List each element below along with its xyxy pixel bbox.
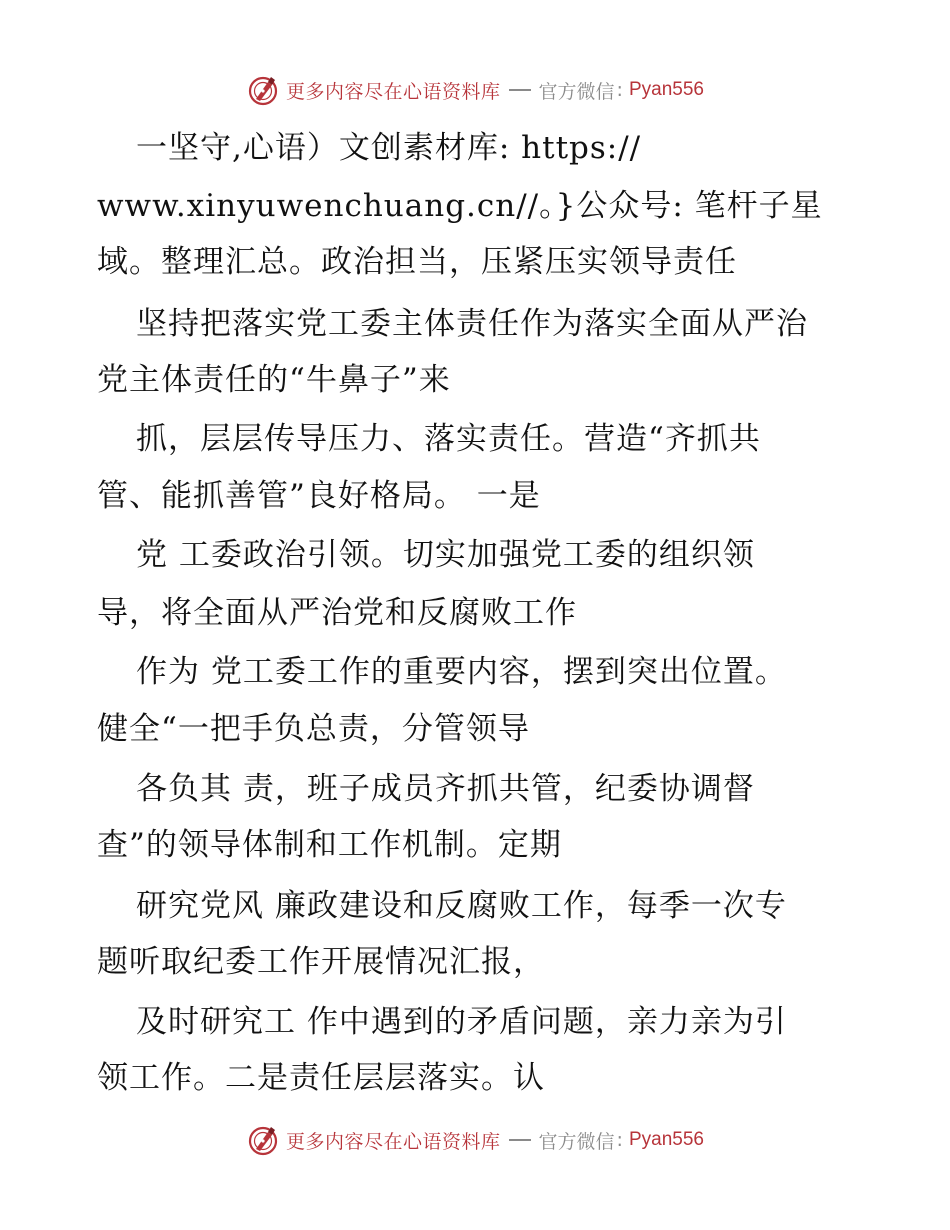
text-line: 健全“一把手负总责，分管领导 [97,711,530,747]
text-line: 研究党风 廉政建设和反腐败工作，每季一次专 [136,888,787,924]
text-line: 题听取纪委工作开展情况汇报， [97,944,545,980]
text-line: 各负其 责，班子成员齐抓共管，纪委协调督 [136,771,755,807]
text-line: 管、能抓善管”良好格局。 一是 [97,478,541,514]
text-line: 作为 党工委工作的重要内容，摆到突出位置。 [136,654,787,690]
text-line: 域。整理汇总。政治担当，压紧压实领导责任 [97,244,737,280]
header-banner [0,70,950,110]
text-line: 党主体责任的“牛鼻子”来 [97,362,451,398]
banner-account: Pyan556 [628,1129,704,1150]
banner-subtitle: 官方微信 [538,80,615,103]
banner-separator: : [616,1129,623,1151]
text-line: 领工作。二是责任层层落实。认 [97,1060,545,1096]
pen-nib-logo-icon [246,73,280,107]
footer-banner [0,1120,950,1160]
banner-separator: : [616,79,623,101]
text-line: 查”的领导体制和工作机制。定期 [97,827,562,863]
text-line: 导，将全面从严治党和反腐败工作 [97,595,577,631]
text-line: 及时研究工 作中遇到的矛盾问题，亲力亲为引 [136,1004,787,1040]
banner-dash [509,1139,531,1141]
pen-nib-logo-icon [246,1123,280,1157]
text-line: www.xinyuwenchuang.cn//。}公众号: 笔杆子星 [97,188,823,224]
banner-title: 更多内容尽在心语资料库 [286,80,501,103]
text-line: 坚持把落实党工委主体责任作为落实全面从严治 [136,306,808,342]
text-line: 抓，层层传导压力、落实责任。营造“齐抓共 [136,421,761,457]
banner-dash [509,89,531,91]
text-line: 党 工委政治引领。切实加强党工委的组织领 [136,537,755,573]
text-line: 一坚守,心语）文创素材库: https:// [136,130,642,166]
banner-subtitle: 官方微信 [538,1130,615,1153]
banner-account: Pyan556 [628,79,704,100]
banner-title: 更多内容尽在心语资料库 [286,1130,501,1153]
